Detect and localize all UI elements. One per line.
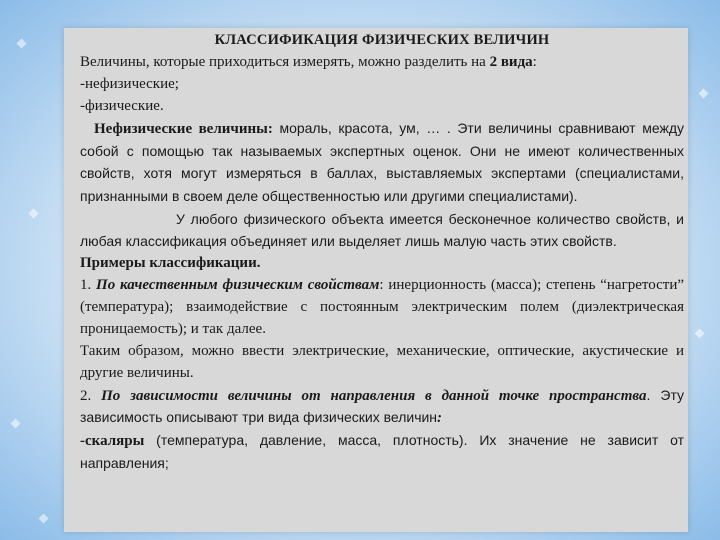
scalars-text: (температура, давление, масса, плотность). Их значение не зависит от направления;	[80, 432, 684, 472]
sparkle-decoration	[695, 329, 705, 339]
intro-bold: 2 вида	[489, 53, 533, 70]
sparkle-decoration	[29, 209, 39, 219]
example-1-number: 1.	[80, 276, 97, 293]
slide-content	[80, 30, 684, 476]
sparkle-decoration	[11, 419, 21, 429]
page-title: КЛАССИФИКАЦИЯ ФИЗИЧЕСКИХ ВЕЛИЧИН	[214, 32, 550, 48]
nonphysical-heading: Нефизические величины:	[94, 120, 273, 137]
example-2-text: . Эту зависимость описывают три вида физических величин	[80, 386, 685, 426]
example-1-text: : инерционность (масса); степень “нагретости” (температура); взаимодействие с постоянным электрическим полем (диэлектрическая проницаемость); и так далее.	[80, 276, 685, 337]
infinite-properties-paragraph: У любого физического объекта имеется бесконечное количество свойств, и любая классификация объединяет или выделяет лишь малую часть этих свойств.	[80, 211, 684, 250]
nonphysical-text: мораль, красота, ум, … . Эти величины сравнивают между собой с помощью так называемых экспертных оценок. Они не имеют количественных свойств, хотя могут измеряться в баллах, выставляемых экспертами (специалистами, признанными в своем деле общественностью или другими специалистами).	[80, 119, 684, 205]
example-1-paragraph	[80, 275, 684, 341]
example-2-title: По зависимости величины от направления в данной точке пространства	[101, 387, 647, 404]
intro-text: Величины, которые приходиться измерять, можно разделить на	[80, 53, 490, 70]
examples-heading: Примеры классификации.	[80, 255, 261, 272]
nonphysical-paragraph	[80, 118, 684, 210]
intro-tail: :	[532, 53, 537, 70]
thus-paragraph: Таким образом, можно ввести электрические, механические, оптические, акустические и другие величины.	[80, 342, 684, 381]
list-item-nonphysical: -нефизические;	[80, 75, 179, 92]
example-1-title: По качественным физическим свойствам	[96, 276, 380, 293]
scalars-heading: -скаляры	[80, 433, 145, 450]
sparkle-decoration	[699, 89, 709, 99]
example-2-paragraph	[80, 385, 684, 431]
example-2-colon: :	[437, 410, 443, 427]
sparkle-decoration	[17, 39, 27, 49]
scalars-paragraph	[80, 430, 684, 476]
example-2-number: 2.	[80, 387, 102, 404]
list-item-physical: -физические.	[80, 97, 164, 114]
sparkle-decoration	[39, 514, 49, 524]
intro-paragraph	[80, 52, 684, 74]
